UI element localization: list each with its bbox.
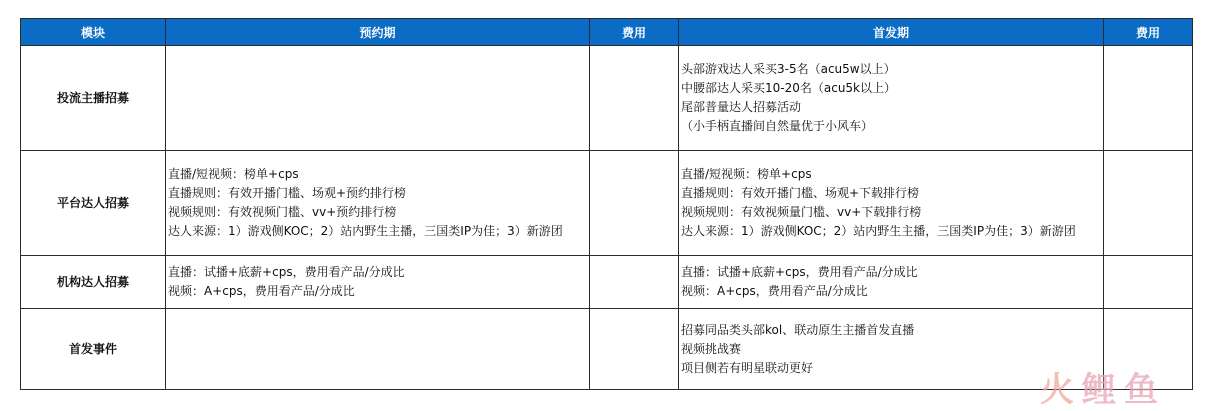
reservation-cell (166, 151, 590, 256)
fee-cell (590, 46, 679, 151)
cell-line: 中腰部达人采买10-20名（acu5k以上） (681, 81, 897, 95)
plan-table (20, 18, 1193, 390)
module-cell: 首发事件 (21, 309, 166, 390)
header-fee-2: 费用 (1104, 19, 1193, 46)
fee-cell (590, 309, 679, 390)
cell-line: 招募同品类头部kol、联动原生主播首发直播 (681, 322, 915, 337)
cell-line: 直播/短视频：榜单+cps (681, 167, 812, 181)
table-row (21, 309, 1193, 390)
fee-cell (590, 151, 679, 256)
cell-line: 达人来源：1）游戏侧KOC；2）站内野生主播，三国类IP为佳；3）新游团 (681, 224, 1076, 238)
cell-line: 直播/短视频：榜单+cps (168, 167, 299, 181)
header-module: 模块 (21, 19, 166, 46)
cell-line: 直播：试播+底薪+cps，费用看产品/分成比 (681, 265, 918, 279)
launch-cell (679, 256, 1104, 309)
header-row (21, 19, 1193, 46)
cell-line: 视频：A+cps，费用看产品/分成比 (168, 284, 355, 298)
fee-cell (1104, 256, 1193, 309)
cell-line: 直播规则：有效开播门槛、场观+预约排行榜 (168, 186, 407, 200)
watermark-text-1: 火 (1040, 370, 1082, 410)
cell-line: （小手柄直播间自然量优于小风车） (681, 119, 874, 133)
cell-line: 尾部普量达人招募活动 (681, 100, 802, 114)
cell-line: 头部游戏达人采买3-5名（acu5w以上） (681, 62, 896, 76)
reservation-cell (166, 309, 590, 390)
cell-line: 直播规则：有效开播门槛、场观+下载排行榜 (681, 186, 920, 200)
cell-line: 视频规则：有效视频门槛、vv+预约排行榜 (168, 205, 397, 219)
reservation-cell (166, 256, 590, 309)
cell-line: 视频挑战赛 (681, 341, 742, 356)
fee-cell (590, 256, 679, 309)
module-cell: 平台达人招募 (21, 151, 166, 256)
cell-line: 达人来源：1）游戏侧KOC；2）站内野生主播，三国类IP为佳；3）新游团 (168, 224, 563, 238)
watermark-text-2: 鲤鱼 (1082, 370, 1166, 410)
table-row (21, 256, 1193, 309)
cell-line: 直播：试播+底薪+cps，费用看产品/分成比 (168, 265, 405, 279)
cell-line: 视频：A+cps，费用看产品/分成比 (681, 284, 868, 298)
module-cell: 投流主播招募 (21, 46, 166, 151)
watermark-logo (1040, 362, 1200, 410)
launch-cell (679, 151, 1104, 256)
header-launch: 首发期 (679, 19, 1104, 46)
cell-line: 视频规则：有效视频量门槛、vv+下载排行榜 (681, 205, 922, 219)
header-reservation: 预约期 (166, 19, 590, 46)
table-row (21, 151, 1193, 256)
header-fee-1: 费用 (590, 19, 679, 46)
reservation-cell (166, 46, 590, 151)
table-row (21, 46, 1193, 151)
module-cell: 机构达人招募 (21, 256, 166, 309)
launch-cell (679, 46, 1104, 151)
fee-cell (1104, 151, 1193, 256)
cell-line: 项目侧若有明星联动更好 (681, 360, 814, 375)
fee-cell (1104, 46, 1193, 151)
